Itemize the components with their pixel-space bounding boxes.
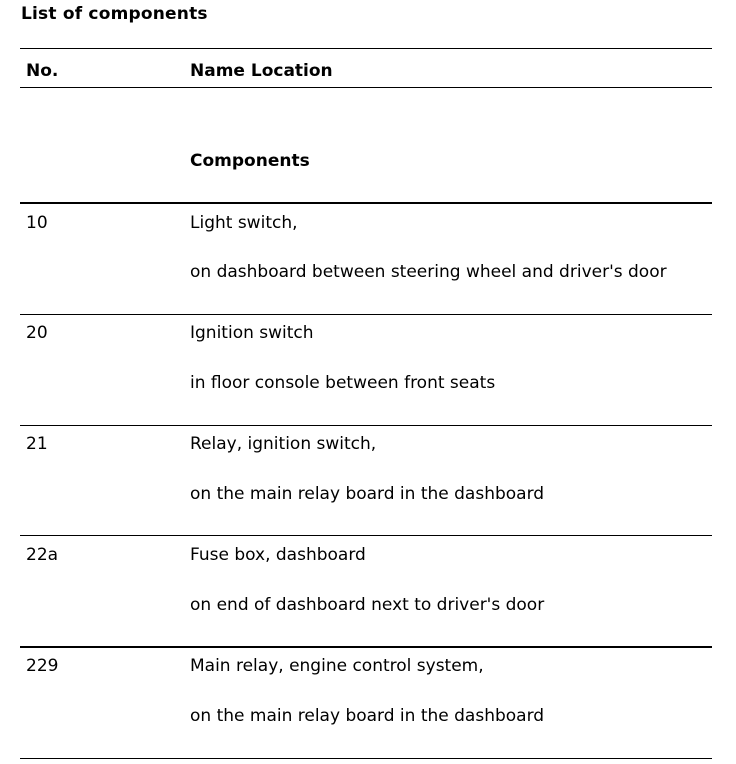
header-name-location: Name Location	[190, 61, 333, 81]
section-heading: Components	[190, 151, 310, 171]
row-rule	[20, 535, 712, 536]
row-rule	[20, 314, 712, 315]
header-no: No.	[26, 61, 59, 81]
row-location: on the main relay board in the dashboard	[190, 484, 545, 504]
row-number: 229	[26, 656, 59, 676]
table-top-rule	[20, 48, 712, 49]
row-name: Light switch,	[190, 213, 298, 233]
table-bottom-rule	[20, 758, 712, 759]
row-rule	[20, 646, 712, 648]
row-number: 21	[26, 434, 48, 454]
row-name: Ignition switch	[190, 323, 314, 343]
row-name: Relay, ignition switch,	[190, 434, 377, 454]
row-location: on dashboard between steering wheel and driver's door	[190, 262, 667, 282]
row-number: 22a	[26, 545, 59, 565]
row-number: 10	[26, 213, 48, 233]
document-title: List of components	[21, 4, 208, 24]
row-location: on the main relay board in the dashboard	[190, 706, 545, 726]
row-rule	[20, 425, 712, 426]
header-bottom-rule	[20, 87, 712, 88]
row-location: on end of dashboard next to driver's door	[190, 595, 545, 615]
row-location: in floor console between front seats	[190, 373, 496, 393]
row-number: 20	[26, 323, 48, 343]
row-name: Main relay, engine control system,	[190, 656, 484, 676]
row-name: Fuse box, dashboard	[190, 545, 366, 565]
row-rule	[20, 202, 712, 204]
